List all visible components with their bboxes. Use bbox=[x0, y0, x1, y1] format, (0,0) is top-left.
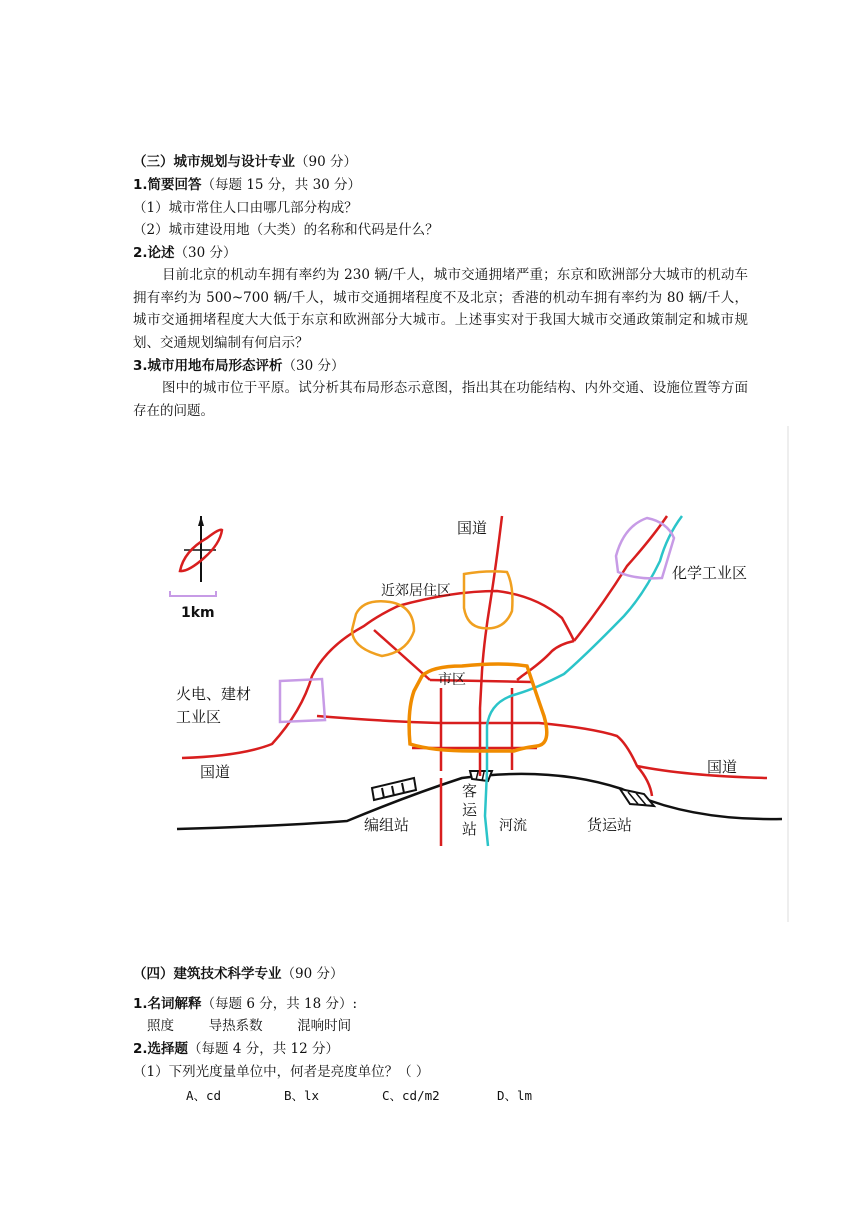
section4-title: （四）建筑技术科学专业 bbox=[133, 966, 282, 982]
term-1: 照度 bbox=[147, 1018, 174, 1034]
q3-heading bbox=[133, 356, 345, 376]
urban-area-zone bbox=[409, 664, 547, 751]
option-a: A、cd bbox=[186, 1088, 222, 1103]
q2-note: （30 分） bbox=[174, 245, 237, 261]
section4-score: （90 分） bbox=[281, 966, 344, 982]
q2-heading bbox=[133, 243, 237, 263]
city-layout-map bbox=[132, 426, 792, 922]
label-suburb: 近郊居住区 bbox=[381, 583, 451, 599]
freight-station-icon bbox=[620, 789, 654, 806]
s4-q2-head: 2.选择题 bbox=[133, 1041, 189, 1057]
option-list bbox=[186, 1086, 532, 1106]
q1-item-1: （1）城市常住人口由哪几部分构成？ bbox=[133, 200, 358, 216]
label-national-road-right: 国道 bbox=[707, 758, 738, 776]
label-chem-zone: 化学工业区 bbox=[672, 564, 748, 582]
label-passenger-2: 运 bbox=[462, 801, 478, 819]
label-river: 河流 bbox=[499, 818, 527, 834]
label-freight: 货运站 bbox=[587, 816, 633, 834]
q3-body: 图中的城市位于平原。试分析其布局形态示意图，指出其在功能结构、内外交通、设施位置等方面存在的问题。 bbox=[133, 380, 748, 419]
label-national-road-top: 国道 bbox=[457, 519, 488, 537]
ring-road-north bbox=[182, 591, 574, 758]
label-passenger-1: 客 bbox=[462, 782, 478, 800]
q2-head: 2.论述 bbox=[133, 245, 175, 261]
term-list bbox=[147, 1016, 351, 1036]
section3-title: （三）城市规划与设计专业 bbox=[133, 154, 295, 170]
s4-q1-heading bbox=[133, 994, 357, 1014]
q3-note: （30 分） bbox=[282, 358, 345, 374]
railway-line bbox=[177, 774, 782, 829]
label-passenger-3: 站 bbox=[462, 820, 478, 838]
national-road-north bbox=[480, 516, 502, 776]
s4-q1-head: 1.名词解释 bbox=[133, 996, 202, 1012]
label-urban: 市区 bbox=[438, 672, 466, 688]
q1-item-2: （2）城市建设用地（大类）的名称和代码是什么？ bbox=[133, 222, 439, 238]
section3-heading bbox=[133, 152, 357, 172]
section3-score: （90 分） bbox=[295, 154, 357, 170]
q3-head: 3.城市用地布局形态评析 bbox=[133, 358, 283, 374]
section4-heading bbox=[133, 964, 343, 984]
option-c: C、cd/m2 bbox=[382, 1088, 440, 1103]
label-power-zone-line1: 火电、建材 bbox=[176, 685, 252, 703]
s4-q1-note: （每题 6 分，共 18 分）: bbox=[201, 996, 358, 1012]
term-3: 混响时间 bbox=[297, 1018, 352, 1034]
s4-q2-heading bbox=[133, 1039, 339, 1059]
q1-head: 1.简要回答 bbox=[133, 177, 202, 193]
q1-note: （每题 15 分，共 30 分） bbox=[201, 177, 362, 193]
s4-q2-question: （1）下列光度量单位中，何者是亮度单位？（ ） bbox=[133, 1064, 430, 1080]
q2-body: 目前北京的机动车拥有率约为 230 辆/千人，城市交通拥堵严重；东京和欧洲部分大城市的机动车拥有率约为 500~700 辆/千人，城市交通拥堵程度不及北京；香港的机动车拥有率约为 80 辆/千人，城市交通拥堵程度大大低于东京和欧洲部分大城市。上述事实对于我国大城市交通政策制定和城市规划、交通规划编制有何启示？ bbox=[133, 267, 748, 351]
label-national-road-left: 国道 bbox=[200, 763, 231, 781]
q1-heading bbox=[133, 175, 361, 195]
label-marshalling: 编组站 bbox=[364, 816, 410, 834]
s4-q2-note: （每题 4 分，共 12 分） bbox=[188, 1041, 339, 1057]
option-d: D、lm bbox=[497, 1088, 533, 1103]
national-road-east bbox=[637, 766, 767, 778]
term-2: 导热系数 bbox=[208, 1018, 263, 1034]
north-arrow-icon bbox=[180, 516, 222, 582]
scale-bar bbox=[170, 591, 216, 596]
label-power-zone-line2: 工业区 bbox=[176, 708, 222, 726]
option-b: B、lx bbox=[284, 1088, 320, 1103]
scale-label: 1km bbox=[181, 605, 215, 621]
